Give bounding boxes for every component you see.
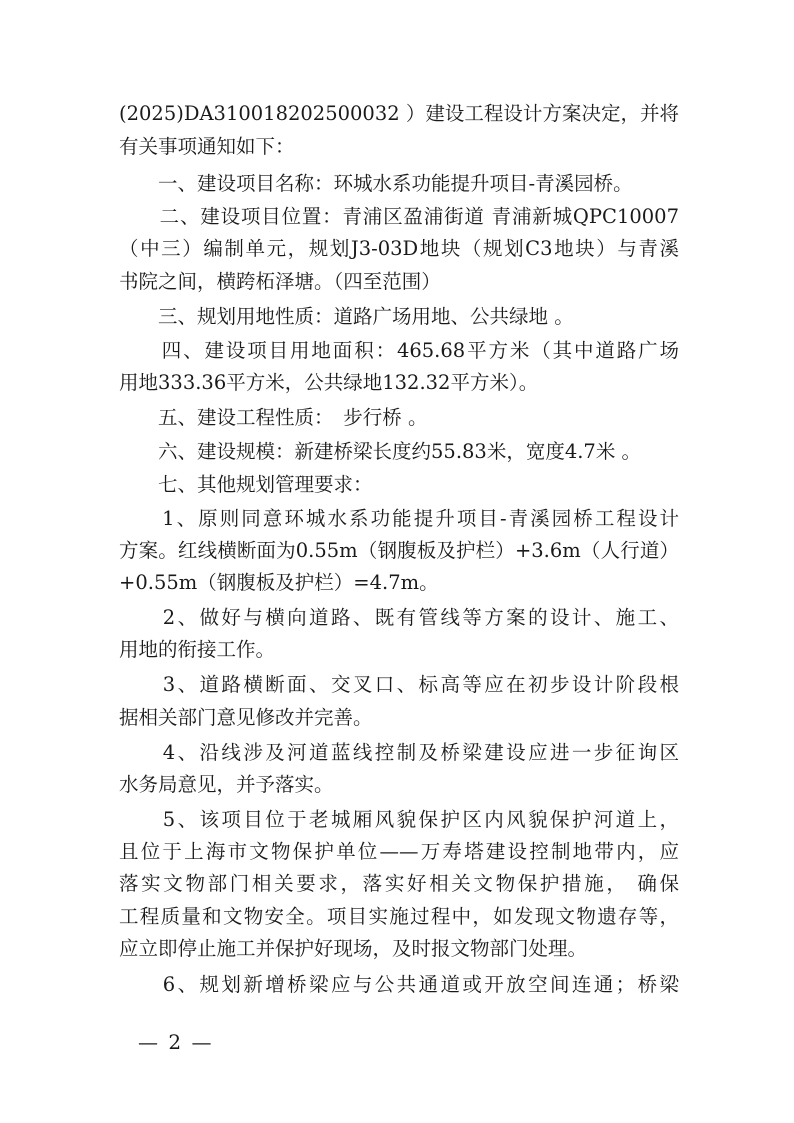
body-text-line: 用地的衔接工作。 — [119, 638, 276, 661]
body-text-line: 4、沿线涉及河道蓝线控制及桥梁建设应进一步征询区 — [119, 741, 679, 764]
body-text-line: 用地333.36平方米，公共绿地132.32平方米）。 — [119, 371, 539, 394]
body-text-line: 应立即停止施工并保护好现场，及时报文物部门处理。 — [119, 937, 588, 960]
body-text-line: 3、道路横断面、交叉口、标高等应在初步设计阶段根 — [119, 673, 679, 696]
body-text-line: 且位于上海市文物保护单位——万寿塔建设控制地带内，应 — [119, 840, 679, 863]
body-text-line: 有关事项通知如下： — [119, 135, 295, 158]
body-text-line: 6、规划新增桥梁应与公共通道或开放空间连通；桥梁 — [119, 973, 679, 996]
body-text-line: 落实文物部门相关要求，落实好相关文物保护措施， 确保 — [119, 872, 679, 895]
body-text-line: （中三）编制单元，规划J3-03D地块（规划C3地块）与青溪 — [119, 237, 679, 260]
page-number: — 2 — — [138, 1030, 214, 1054]
body-text-line: 方案。红线横断面为0.55m（钢腹板及护栏）+3.6m（人行道） — [119, 539, 679, 562]
body-text-line: 七、其他规划管理要求： — [119, 473, 373, 496]
body-text-line: 四、建设项目用地面积：465.68平方米（其中道路广场 — [119, 339, 679, 362]
body-text-line: 六、建设规模：新建桥梁长度约55.83米，宽度4.7米 。 — [119, 440, 642, 463]
body-text-line: (2025)DA310018202500032 ）建设工程设计方案决定，并将 — [119, 102, 679, 125]
body-text-line: 一、建设项目名称：环城水系功能提升项目-青溪园桥。 — [119, 172, 633, 195]
body-text-line: 书院之间，横跨柘泽塘。（四至范围） — [119, 270, 441, 293]
body-text-line: 2、做好与横向道路、既有管线等方案的设计、施工、 — [119, 606, 679, 629]
body-text-line: +0.55m（钢腹板及护栏）=4.7m。 — [119, 571, 439, 594]
body-text-line: 1、原则同意环城水系功能提升项目-青溪园桥工程设计 — [119, 507, 679, 530]
body-text-line: 据相关部门意见修改并完善。 — [119, 706, 373, 729]
body-text-line: 5、该项目位于老城厢风貌保护区内风貌保护河道上， — [119, 808, 679, 831]
body-text-line: 二、建设项目位置：青浦区盈浦街道 青浦新城QPC10007 — [119, 205, 679, 228]
body-text-line: 三、规划用地性质：道路广场用地、公共绿地 。 — [119, 305, 574, 328]
body-text-line: 工程质量和文物安全。项目实施过程中，如发现文物遗存等， — [119, 905, 679, 928]
body-text-line: 五、建设工程性质： 步行桥 。 — [119, 406, 428, 429]
body-text-line: 水务局意见，并予落实。 — [119, 773, 334, 796]
